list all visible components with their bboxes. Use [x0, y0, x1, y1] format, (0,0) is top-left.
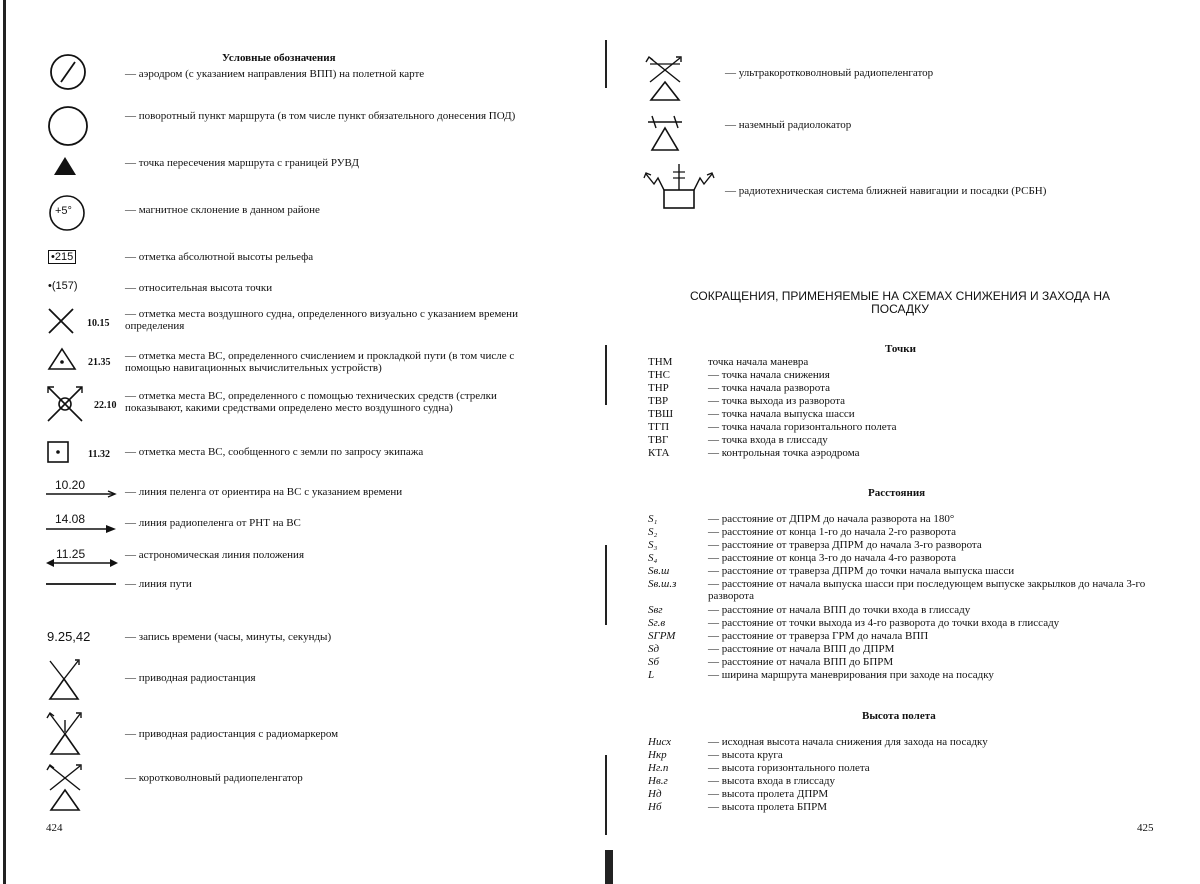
abbreviation-definition: — точка выхода из разворота: [708, 395, 846, 407]
abbreviation: S₃: [648, 539, 658, 551]
track-line-icon: [44, 581, 120, 587]
page-number: 425: [1137, 822, 1154, 834]
legend-text: — запись времени (часы, минуты, секунды): [125, 631, 332, 643]
list-item: [648, 513, 1188, 525]
abbreviation: Hб: [648, 801, 662, 813]
list-item: [648, 434, 1168, 446]
list-item: [648, 630, 1188, 642]
legend-text: — наземный радиолокатор: [725, 119, 852, 131]
abbreviation: L: [648, 669, 655, 681]
abbreviation-definition: — расстояние от ДПРМ до начала разворота на 180°: [708, 513, 955, 525]
dead-reckoning-fix-icon: [46, 346, 78, 372]
legend-text: — астрономическая линия положения: [125, 549, 305, 561]
abbreviation: ТНС: [648, 369, 670, 381]
abbreviation: Sд: [648, 643, 660, 655]
ndb-marker-icon: [44, 708, 86, 756]
legend-text: — отметка места ВС, определенного с помощью технических средств (стрелки показывают, какими средствами определено место воздушного судна): [125, 390, 497, 414]
astro-position-line-icon: [44, 558, 120, 568]
technical-fix-icon: [44, 383, 86, 425]
abbreviation: ТНР: [648, 382, 669, 394]
abbreviation-definition: — расстояние от начала ВПП до ДПРМ: [708, 643, 895, 655]
abbreviations-heading: СОКРАЩЕНИЯ, ПРИМЕНЯЕМЫЕ НА СХЕМАХ СНИЖЕНИЯ И ЗАХОДА НА ПОСАДКУ: [689, 289, 1111, 316]
list-item: [648, 801, 1188, 813]
time-record-icon: 9.25,42: [47, 629, 91, 644]
ground-reported-fix-icon: [46, 440, 70, 464]
abbreviation: Hд: [648, 788, 662, 800]
abbreviation: S₁: [648, 513, 658, 525]
list-item: [648, 408, 1168, 420]
list-item: [648, 656, 1188, 668]
list-item: [648, 749, 1188, 761]
legend-text: — линия пути: [125, 578, 192, 590]
list-item: [648, 565, 1188, 577]
abbreviation-definition: — высота входа в глиссаду: [708, 775, 835, 787]
list-item: [648, 775, 1188, 787]
abbreviation-definition: — расстояние от конца 1-го до начала 2-го разворота: [708, 526, 957, 538]
visual-fix-icon: [46, 306, 76, 336]
abbreviation: S₂: [648, 526, 658, 538]
fix-time: 21.35: [88, 357, 111, 368]
legend-text: — линия радиопеленга от РНТ на ВС: [125, 517, 301, 529]
legend-text: — приводная радиостанция с радиомаркером: [125, 728, 339, 740]
abbreviation-definition: — высота пролета ДПРМ: [708, 788, 829, 800]
abbreviation-definition: — расстояние от начала ВПП до точки входа в глиссаду: [708, 604, 971, 616]
abbreviation: Hг.п: [648, 762, 669, 774]
abbreviation: Sг.в: [648, 617, 666, 629]
abbreviation-definition: — высота круга: [708, 749, 783, 761]
list-item: [648, 762, 1188, 774]
legend-text: — точка пересечения маршрута с границей РУВД: [125, 157, 359, 169]
filled-triangle-icon: [52, 155, 78, 177]
legend-text: — коротковолновый радиопеленгатор: [125, 772, 303, 784]
list-item: [648, 539, 1188, 551]
abbreviation: Sв.ш: [648, 565, 670, 577]
list-item: [648, 382, 1168, 394]
legend-text: — радиотехническая система ближней навигации и посадки (РСБН): [725, 185, 1047, 197]
list-item: [648, 447, 1168, 459]
abbreviation: Sвг: [648, 604, 663, 616]
abbreviation: КТА: [648, 447, 670, 459]
fix-time: 11.32: [88, 449, 110, 460]
rsbn-icon: [640, 160, 716, 212]
abbreviation-definition: — расстояние от траверза ГРМ до начала ВПП: [708, 630, 929, 642]
abbreviation-definition: — точка начала разворота: [708, 382, 830, 394]
abbreviation-definition: — точка начала выпуска шасси: [708, 408, 855, 420]
declination-label: +5°: [55, 205, 72, 217]
list-item: [648, 421, 1168, 433]
abbreviation: ТГП: [648, 421, 670, 433]
astro-line-label: 11.25: [56, 547, 86, 561]
legend-text: — приводная радиостанция: [125, 672, 256, 684]
list-item: [648, 369, 1168, 381]
bearing-line-icon: [44, 490, 120, 498]
abbreviation-definition: — высота горизонтального полета: [708, 762, 870, 774]
list-item: [648, 617, 1188, 629]
abbreviation-definition: — расстояние от траверза ДПРМ до точки начала выпуска шасси: [708, 565, 1015, 577]
section-title: Расстояния: [868, 487, 926, 499]
abbreviation-definition: — расстояние от траверза ДПРМ до начала 3-го разворота: [708, 539, 982, 551]
legend-text: — линия пеленга от ориентира на ВС с указанием времени: [125, 486, 403, 498]
radio-bearing-line-label: 14.08: [55, 512, 86, 526]
abbreviation-definition: — точка начала горизонтального полета: [708, 421, 897, 433]
abbreviation-definition: — ширина маршрута маневрирования при заходе на посадку: [708, 669, 994, 681]
abbreviation-definition: — высота пролета БПРМ: [708, 801, 827, 813]
abbreviation: Hв.г: [648, 775, 668, 787]
list-item: [648, 643, 1188, 655]
abbreviation-definition: — расстояние от конца 3-го до начала 4-го разворота: [708, 552, 957, 564]
legend-text: — относительная высота точки: [125, 282, 273, 294]
bearing-line-label: 10.20: [55, 478, 86, 492]
list-item: [648, 669, 1188, 681]
legend-text: — отметка абсолютной высоты рельефа: [125, 251, 314, 263]
abbreviation-definition: — исходная высота начала снижения для захода на посадку: [708, 736, 988, 748]
fix-time: 10.15: [87, 318, 110, 329]
abbreviation-definition: — расстояние от начала ВПП до БПРМ: [708, 656, 894, 668]
legend-text: — поворотный пункт маршрута (в том числе пункт обязательного донесения ПОД): [125, 110, 516, 122]
page-number: 424: [46, 822, 63, 834]
abbreviation-definition: — расстояние от точки выхода из 4-го разворота до точки входа в глиссаду: [708, 617, 1060, 629]
list-item: [648, 552, 1188, 564]
abbreviation: ТВР: [648, 395, 669, 407]
section-title: Высота полета: [862, 710, 936, 722]
legend-text: — магнитное склонение в данном районе: [125, 204, 320, 216]
abbreviation: S₄: [648, 552, 658, 564]
abbreviation-definition: — точка входа в глиссаду: [708, 434, 828, 446]
section-title: Точки: [885, 343, 916, 355]
abbreviation: Sв.ш.з: [648, 578, 677, 590]
abbreviation-definition: — контрольная точка аэродрома: [708, 447, 860, 459]
abbreviation: ТВГ: [648, 434, 669, 446]
legend-text: — отметка места воздушного судна, определенного визуально с указанием времени определения: [125, 308, 518, 332]
elevation-box-icon: •215: [48, 250, 76, 264]
list-item: [648, 395, 1168, 407]
waypoint-circle-icon: [46, 104, 90, 148]
ndb-icon: [44, 655, 84, 701]
hf-df-icon: [44, 760, 86, 812]
list-item: [648, 788, 1188, 800]
aerodrome-icon: [46, 52, 90, 92]
list-item: [648, 526, 1188, 538]
abbreviation: Sб: [648, 656, 660, 668]
legend-text: — ультракоротковолновый радиопеленгатор: [725, 67, 934, 79]
abbreviation: Hкр: [648, 749, 667, 761]
abbreviation-definition: — расстояние от начала выпуска шасси при последующем выпуске закрылков до начала 3-го разворота: [708, 578, 1146, 602]
vhf-df-icon: [642, 52, 690, 102]
relative-height-icon: •(157): [48, 280, 78, 292]
abbreviation: SГРМ: [648, 630, 676, 642]
list-item: [648, 736, 1188, 748]
legend-text: — отметка места ВС, сообщенного с земли по запросу экипажа: [125, 446, 424, 458]
abbreviation: ТВШ: [648, 408, 674, 420]
radio-bearing-line-icon: [44, 524, 120, 534]
legend-text: — аэродром (с указанием направления ВПП) на полетной карте: [125, 68, 425, 80]
right-page: [600, 0, 1200, 884]
ground-radar-icon: [642, 112, 690, 154]
abbreviation-definition: точка начала маневра: [708, 356, 809, 368]
list-item: [648, 578, 1188, 602]
list-item: [648, 356, 1168, 368]
abbreviation-definition: — точка начала снижения: [708, 369, 830, 381]
abbreviation: Hисх: [648, 736, 672, 748]
legend-title: Условные обозначения: [222, 52, 336, 64]
legend-text: — отметка места ВС, определенного счислением и прокладкой пути (в том числе с помощью навигационных вычислительных устройств): [125, 350, 515, 374]
abbreviation: ТНМ: [648, 356, 673, 368]
fix-time: 22.10: [94, 400, 117, 411]
list-item: [648, 604, 1188, 616]
